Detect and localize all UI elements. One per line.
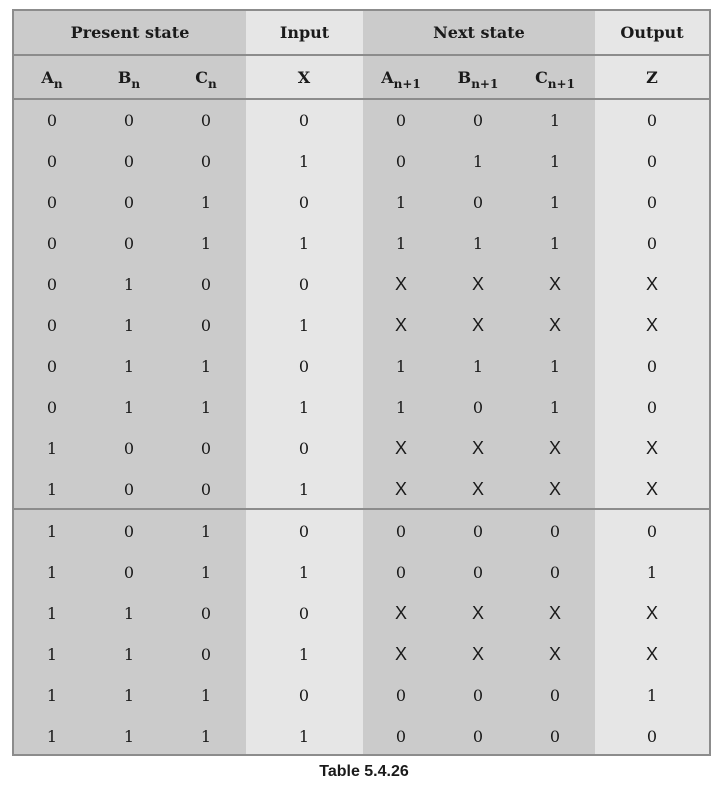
table-cell: 0 [646,357,658,376]
table-cell: 0 [46,193,58,212]
table-cell: 1 [123,316,135,335]
table-cell: 0 [123,563,135,582]
table-cell: 0 [549,563,561,582]
column-header [12,68,92,91]
table-cell: X [471,274,484,294]
table-cell: 0 [298,522,310,541]
table-cell: X [548,603,561,623]
table-cell: 1 [472,152,484,171]
table-cell: 0 [200,111,212,130]
table-cell: X [471,438,484,458]
table-cell: 0 [472,727,484,746]
table-cell: 0 [123,234,135,253]
table-cell: 1 [395,234,407,253]
table-cell: 0 [472,193,484,212]
table-cell: 0 [200,316,212,335]
table-cell: 0 [395,686,407,705]
table-cell: 1 [395,398,407,417]
table-cell: 1 [200,398,212,417]
table-cell: 1 [472,357,484,376]
table-cell: 1 [549,111,561,130]
section-divider [14,508,709,510]
column-header [361,68,441,91]
table-cell: 0 [200,275,212,294]
table-cell: 0 [123,111,135,130]
output-header: Output [620,23,684,42]
table-cell: 0 [46,316,58,335]
table-cell: X [645,603,658,623]
table-cell: X [645,315,658,335]
table-cell: 1 [646,563,658,582]
table-cell: 0 [46,152,58,171]
column-header-subscript: n+1 [393,77,421,91]
table-cell: 1 [472,234,484,253]
table-cell: 1 [298,398,310,417]
column-header-variable: A [381,68,394,87]
table-cell: 1 [298,152,310,171]
table-cell: X [394,438,407,458]
next-state-header: Next state [433,23,525,42]
table-cell: 1 [46,480,58,499]
table-cell: 0 [298,604,310,623]
table-cell: 0 [646,398,658,417]
table-cell: 1 [200,357,212,376]
table-cell: 1 [123,645,135,664]
table-cell: 1 [46,439,58,458]
column-header-variable: B [457,68,472,87]
table-cell: X [394,479,407,499]
column-header-subscript: n+1 [547,77,575,91]
table-cell: 1 [298,563,310,582]
table-cell: X [645,479,658,499]
table-cell: 1 [123,604,135,623]
table-cell: 1 [123,398,135,417]
table-cell: 0 [123,480,135,499]
table-cell: 0 [46,357,58,376]
column-header-variable: C [195,68,208,87]
table-cell: 0 [646,727,658,746]
table-cell: 1 [123,275,135,294]
table-cell: 1 [200,686,212,705]
state-table [12,9,711,756]
column-header [264,68,344,87]
table-cell: 0 [549,727,561,746]
table-cell: 0 [200,645,212,664]
table-cell: 0 [123,522,135,541]
table-cell: 1 [298,727,310,746]
table-cell: 1 [549,234,561,253]
table-cell: 1 [549,152,561,171]
table-cell: 1 [200,563,212,582]
column-header-variable: C [535,68,548,87]
column-header [612,68,692,87]
table-cell: 0 [646,152,658,171]
table-cell: 0 [298,686,310,705]
table-cell: 0 [646,193,658,212]
table-cell: X [394,315,407,335]
table-cell: X [645,274,658,294]
table-cell: 1 [123,727,135,746]
table-cell: 1 [46,522,58,541]
table-cell: 0 [123,152,135,171]
table-cell: 1 [298,316,310,335]
table-cell: 0 [200,604,212,623]
column-header [89,68,169,91]
table-cell: X [471,315,484,335]
table-cell: 0 [395,111,407,130]
present-state-header: Present state [70,23,190,42]
table-cell: X [548,644,561,664]
table-cell: 0 [46,234,58,253]
table-cell: X [645,644,658,664]
column-header-variable: B [117,68,132,87]
column-header [166,68,246,91]
column-header [438,68,518,91]
table-cell: 1 [549,193,561,212]
table-cell: 0 [200,480,212,499]
table-cell: 1 [46,645,58,664]
table-cell: X [471,479,484,499]
table-cell: 0 [472,111,484,130]
table-cell: 1 [200,193,212,212]
table-cell: 0 [46,275,58,294]
table-cell: 1 [298,645,310,664]
table-cell: 1 [395,357,407,376]
table-cell: 0 [298,357,310,376]
table-cell: 0 [395,152,407,171]
table-cell: 1 [549,398,561,417]
column-header-subscript: n [53,77,63,91]
header-divider [14,54,709,56]
table-cell: 1 [123,357,135,376]
table-cell: 1 [298,480,310,499]
column-header-subscript: n [208,77,217,91]
table-cell: 0 [549,686,561,705]
table-cell: 0 [472,398,484,417]
table-cell: 0 [395,727,407,746]
table-cell: 1 [200,522,212,541]
table-caption: Table 5.4.26 [319,763,409,780]
table-cell: 1 [200,727,212,746]
table-cell: X [471,603,484,623]
table-cell: 0 [395,522,407,541]
table-cell: X [394,644,407,664]
table-cell: 0 [46,111,58,130]
table-cell: 0 [472,522,484,541]
table-cell: 0 [298,275,310,294]
table-cell: X [394,603,407,623]
table-cell: 1 [46,686,58,705]
table-cell: 1 [549,357,561,376]
table-cell: X [645,438,658,458]
table-cell: 1 [46,563,58,582]
table-cell: 1 [123,686,135,705]
table-cell: 1 [46,604,58,623]
table-cell: 0 [200,152,212,171]
column-header-variable: X [297,68,311,87]
table-cell: X [394,274,407,294]
table-cell: 0 [549,522,561,541]
column-header-subscript: n [131,77,141,91]
column-header-variable: Z [646,68,658,87]
table-cell: 0 [200,439,212,458]
table-cell: 0 [472,563,484,582]
table-cell: X [548,479,561,499]
table-cell: 0 [395,563,407,582]
column-header-subscript: n+1 [471,77,499,91]
table-cell: 1 [646,686,658,705]
input-header: Input [279,23,330,42]
table-cell: 0 [46,398,58,417]
subheader-divider [14,98,709,100]
table-cell: 0 [298,111,310,130]
table-cell: 0 [646,522,658,541]
table-cell: X [548,315,561,335]
table-cell: 1 [395,193,407,212]
table-cell: 1 [200,234,212,253]
table-cell: X [548,274,561,294]
table-cell: 0 [646,111,658,130]
table-cell: X [548,438,561,458]
table-cell: 1 [46,727,58,746]
table-cell: 0 [646,234,658,253]
table-cell: 0 [298,439,310,458]
table-cell: 1 [298,234,310,253]
table-cell: X [471,644,484,664]
table-cell: 0 [123,439,135,458]
column-header [515,68,595,91]
table-cell: 0 [472,686,484,705]
column-header-variable: A [41,68,54,87]
table-cell: 0 [123,193,135,212]
table-cell: 0 [298,193,310,212]
